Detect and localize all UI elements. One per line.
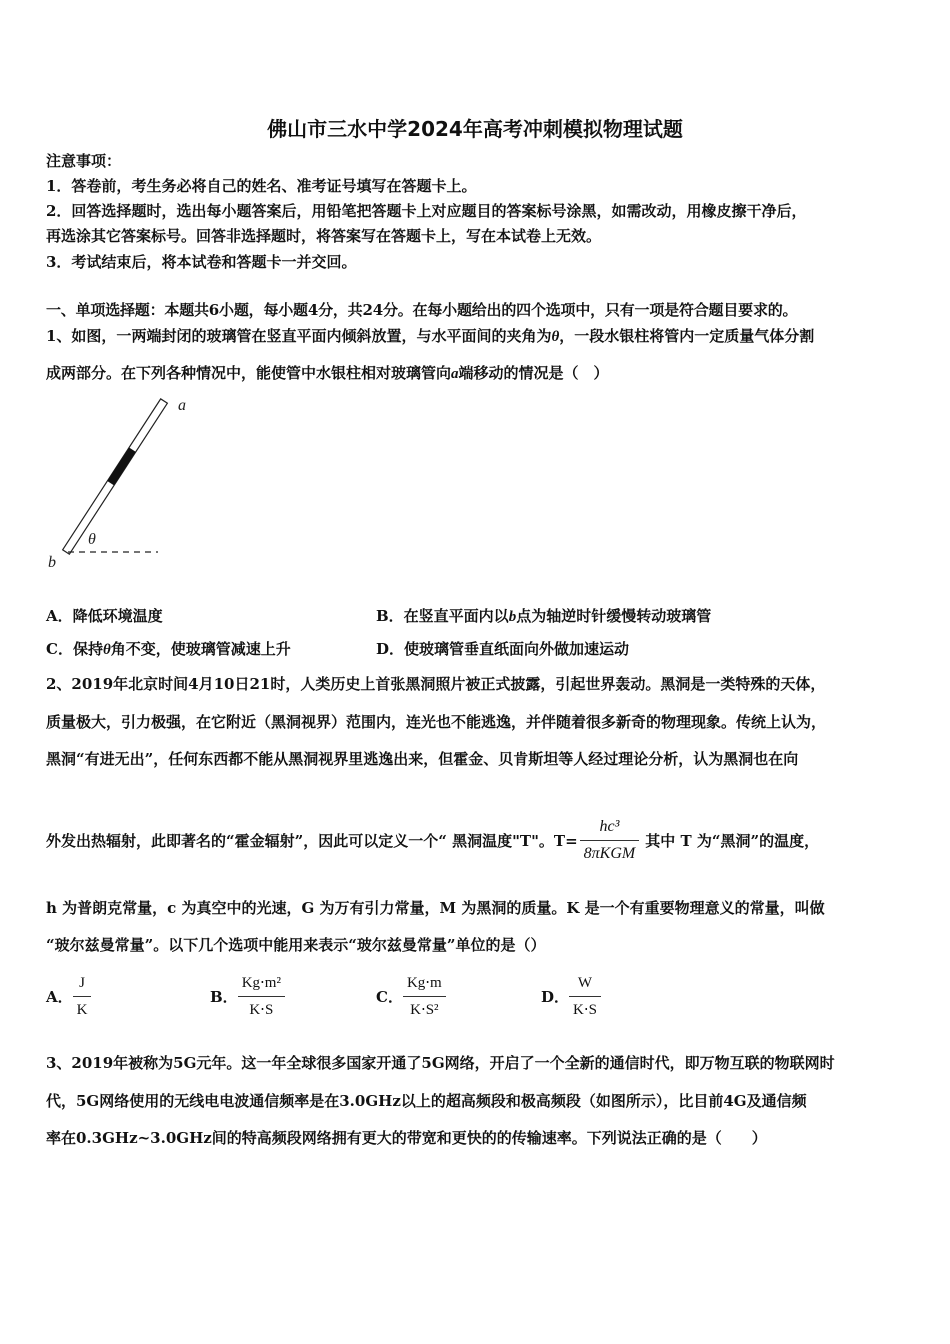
hawking-temperature-formula — [580, 816, 640, 865]
notice-item-1: 1．答卷前，考生务必将自己的姓名、准考证号填写在答题卡上。 — [46, 177, 477, 195]
q2-stem-line2: 质量极大，引力极强，在它附近（黑洞视界）范围内，连光也不能逃逸，并伴随着很多新奇的物理现象。传统上认为， — [46, 713, 827, 731]
q3-stem-line3: 率在0.3GHz~3.0GHz间的特高频段网络拥有更大的带宽和更快的的传输速率。下列说法正确的是（ ） — [46, 1129, 767, 1147]
option-fraction — [569, 972, 601, 1021]
option-denominator: K⋅S — [249, 1002, 274, 1018]
q1-end-a: a — [451, 366, 459, 382]
q1-theta: θ — [551, 329, 560, 345]
option-numerator: W — [569, 972, 601, 997]
option-label: A． — [46, 987, 73, 1006]
option-denominator: K⋅S — [573, 1002, 597, 1018]
option-text: B．在竖直平面内以 — [376, 607, 509, 625]
option-fraction — [403, 972, 446, 1021]
q2-option-c[interactable] — [376, 972, 446, 1021]
section-heading: 一、单项选择题：本题共6小题，每小题4分，共24分。在每小题给出的四个选项中，只有一项是符合题目要求的。 — [46, 301, 798, 319]
q2-stem-line6: “玻尔兹曼常量”。以下几个选项中能用来表示“玻尔兹曼常量”单位的是（） — [46, 936, 546, 954]
option-text: 点为轴逆时针缓慢转动玻璃管 — [516, 607, 712, 625]
label-theta: θ — [88, 531, 96, 548]
q1-stem-line1 — [46, 325, 814, 348]
formula-denominator: 8πKGM — [583, 845, 636, 862]
q1-option-a[interactable]: A．降低环境温度 — [46, 607, 163, 625]
option-numerator: J — [73, 972, 92, 997]
option-var: b — [508, 609, 517, 625]
q1-option-d[interactable]: D．使玻璃管垂直纸面向外做加速运动 — [376, 640, 630, 658]
option-label: D． — [541, 987, 570, 1006]
option-label: C． — [376, 987, 403, 1006]
notice-item-2-cont: 再选涂其它答案标号。回答非选择题时，将答案写在答题卡上，写在本试卷上无效。 — [46, 227, 602, 245]
q1-text: 1、如图，一两端封闭的玻璃管在竖直平面内倾斜放置，与水平面间的夹角为 — [46, 327, 552, 345]
q2-stem-line1: 2、2019年北京时间4月10日21时，人类历史上首张黑洞照片被正式披露，引起世界轰动。黑洞是一类特殊的天体， — [46, 675, 826, 693]
notice-item-2: 2．回答选择题时，选出每小题答案后，用铅笔把答题卡上对应题目的答案标号涂黑，如需改动，用橡皮擦干净后， — [46, 202, 807, 220]
q1-option-b[interactable] — [376, 605, 711, 628]
q2-text: 外发出热辐射，此即著名的“霍金辐射”，因此可以定义一个“ 黑洞温度"T"。T= — [46, 831, 578, 850]
option-fraction — [238, 972, 285, 1021]
label-a: a — [178, 397, 186, 414]
q1-text: ，一段水银柱将管内一定质量气体分割 — [559, 327, 815, 345]
option-text: C．保持 — [46, 640, 103, 658]
q2-option-a[interactable] — [46, 972, 91, 1021]
q2-option-b[interactable] — [210, 972, 285, 1021]
q1-text: 端移动的情况是（ ） — [458, 364, 609, 382]
tilted-tube-figure — [40, 392, 210, 577]
q1-stem-line2 — [46, 362, 609, 385]
q3-stem-line2: 代，5G网络使用的无线电电波通信频率是在3.0GHz以上的超高频段和极高频段（如图所示），比目前4G及通信频 — [46, 1092, 807, 1110]
q2-stem-line3: 黑洞“有进无出”，任何东西都不能从黑洞视界里逃逸出来，但霍金、贝肯斯坦等人经过理论分析，认为黑洞也在向 — [46, 750, 799, 768]
formula-numerator: hc³ — [580, 816, 640, 841]
q2-stem-line5: h 为普朗克常量，c 为真空中的光速，G 为万有引力常量，M 为黑洞的质量。K 是一个有重要物理意义的常量，叫做 — [46, 899, 825, 917]
q1-text: 成两部分。在下列各种情况中，能使管中水银柱相对玻璃管向 — [46, 364, 452, 382]
notice-item-3: 3．考试结束后，将本试卷和答题卡一并交回。 — [46, 253, 357, 271]
option-label: B． — [210, 987, 238, 1006]
q3-stem-line1: 3、2019年被称为5G元年。这一年全球很多国家开通了5G网络，开启了一个全新的通信时代，即万物互联的物联网时 — [46, 1054, 835, 1072]
option-fraction — [73, 972, 92, 1021]
q2-option-d[interactable] — [541, 972, 601, 1021]
page-title: 佛山市三水中学2024年高考冲刺模拟物理试题 — [267, 117, 683, 141]
option-denominator: K⋅S² — [410, 1002, 439, 1018]
option-numerator: Kg⋅m² — [238, 972, 285, 997]
q1-option-c[interactable] — [46, 638, 291, 661]
q2-text: 其中 T 为“黑洞”的温度， — [645, 831, 820, 850]
option-var: θ — [102, 642, 111, 658]
option-text: 角不变，使玻璃管减速上升 — [110, 640, 291, 658]
option-numerator: Kg⋅m — [403, 972, 446, 997]
notice-heading: 注意事项： — [46, 152, 122, 170]
label-b: b — [48, 554, 56, 571]
q2-stem-line4 — [46, 816, 819, 865]
mercury-column — [107, 448, 135, 486]
option-denominator: K — [76, 1002, 88, 1018]
